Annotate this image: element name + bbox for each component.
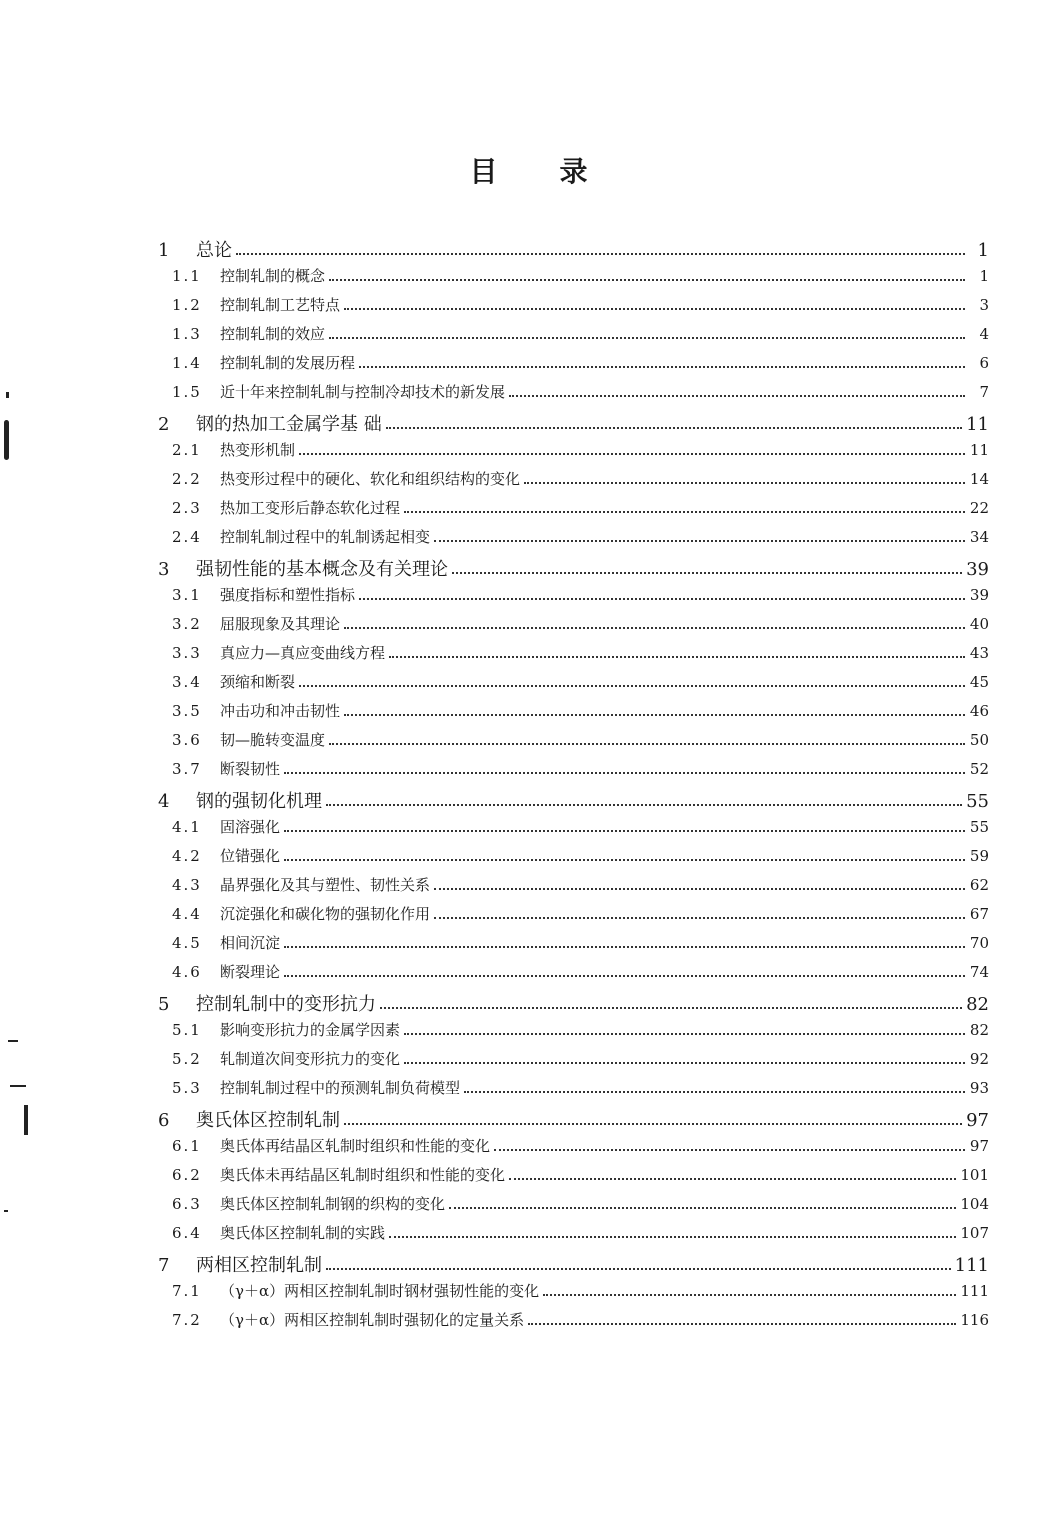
dot-leader [543,1293,956,1296]
toc-entry-title: 控制轧制过程中的轧制诱起相变 [220,528,431,546]
dot-leader [404,1032,965,1035]
toc-entry-page: 82 [966,994,989,1015]
toc-entry-page: 45 [969,673,989,691]
toc-entry-title: 奥氏体区控制轧制钢的织构的变化 [220,1195,446,1213]
toc-section-entry [172,323,989,344]
toc-section-entry [172,1222,989,1243]
toc-entry-number: 7.1 [172,1282,202,1300]
dot-leader [380,1006,962,1009]
dot-leader [452,571,962,574]
toc-entry-title: 冲击功和冲击韧性 [220,702,341,720]
toc-entry-page: 111 [954,1255,989,1276]
toc-entry-number: 2.4 [172,528,202,546]
toc-entry-page: 52 [969,760,989,778]
toc-entry-page: 4 [979,325,989,343]
toc-entry-title: 颈缩和断裂 [220,673,296,691]
toc-entry-title: 断裂理论 [220,963,281,981]
toc-entry-number: 5.3 [172,1079,202,1097]
toc-section-entry [172,1309,989,1330]
toc-entry-page: 59 [969,847,989,865]
toc-entry-title: 总论 [196,240,232,261]
dot-leader [359,365,965,368]
toc-entry-page: 39 [969,586,989,604]
toc-entry-page: 55 [969,818,989,836]
toc-entry-title: 韧—脆转变温度 [220,731,326,749]
toc-entry-number: 3.7 [172,760,202,778]
toc-chapter-entry [158,990,989,1016]
toc-entry-title: 奥氏体区控制轧制的实践 [220,1224,386,1242]
toc-entry-title: 奥氏体区控制轧制 [196,1110,340,1131]
dot-leader [434,916,965,919]
dot-leader [326,803,962,806]
toc-entry-number: 5.1 [172,1021,202,1039]
dot-leader [386,426,962,429]
toc-entry-title: 热变形过程中的硬化、软化和组织结构的变化 [220,470,521,488]
toc-section-entry [172,1019,989,1040]
toc-entry-title: 屈服现象及其理论 [220,615,341,633]
toc-entry-title: （γ＋α）两相区控制轧制时强韧化的定量关系 [220,1311,525,1329]
toc-entry-title: 热加工变形后静态软化过程 [220,499,401,517]
toc-section-entry [172,1135,989,1156]
toc-entry-title: 热变形机制 [220,441,296,459]
dot-leader [284,974,965,977]
toc-section-entry [172,671,989,692]
toc-entry-page: 40 [969,615,989,633]
toc-section-entry [172,729,989,750]
dot-leader [284,771,965,774]
toc-entry-number: 4.1 [172,818,202,836]
toc-entry-number: 4.2 [172,847,202,865]
dot-leader [299,452,965,455]
toc-entry-number: 7.2 [172,1311,202,1329]
toc-section-entry [172,642,989,663]
toc-entry-page: 11 [966,414,989,435]
toc-section-entry [172,845,989,866]
dot-leader [284,858,965,861]
toc-entry-title: 控制轧制过程中的预测轧制负荷模型 [220,1079,461,1097]
toc-section-entry [172,439,989,460]
toc-entry-number: 1 [158,240,170,261]
toc-entry-title: 强韧性能的基本概念及有关理论 [196,559,448,580]
toc-entry-page: 6 [979,354,989,372]
toc-entry-title: （γ＋α）两相区控制轧制时钢材强韧性能的变化 [220,1282,540,1300]
toc-section-entry [172,265,989,286]
toc-section-entry [172,816,989,837]
toc-section-entry [172,903,989,924]
toc-entry-page: 11 [969,441,989,459]
toc-entry-number: 1.1 [172,267,202,285]
toc-entry-number: 1.5 [172,383,202,401]
dot-leader [329,278,965,281]
toc-section-entry [172,294,989,315]
toc-section-entry [172,1077,989,1098]
toc-entry-number: 1.2 [172,296,202,314]
toc-section-entry [172,613,989,634]
toc-entry-title: 控制轧制中的变形抗力 [196,994,376,1015]
dot-leader [284,829,965,832]
toc-entry-page: 22 [969,499,989,517]
dot-leader [389,655,965,658]
toc-entry-number: 6 [158,1110,170,1131]
toc-entry-title: 钢的热加工金属学基 础 [196,414,382,435]
toc-chapter-entry [158,410,989,436]
toc-chapter-entry [158,1106,989,1132]
toc-entry-page: 55 [966,791,989,812]
toc-entry-title: 控制轧制的发展历程 [220,354,356,372]
toc-entry-title: 奥氏体再结晶区轧制时组织和性能的变化 [220,1137,491,1155]
dot-leader [509,1177,956,1180]
toc-entry-title: 真应力—真应变曲线方程 [220,644,386,662]
toc-entry-number: 4.6 [172,963,202,981]
toc-entry-number: 4.3 [172,876,202,894]
toc-section-entry [172,700,989,721]
toc-entry-page: 116 [960,1311,989,1329]
toc-entry-number: 5.2 [172,1050,202,1068]
dot-leader [404,1061,965,1064]
dot-leader [464,1090,965,1093]
toc-entry-page: 74 [969,963,989,981]
toc-entry-number: 3.4 [172,673,202,691]
toc-entry-page: 111 [960,1282,989,1300]
dot-leader [434,887,965,890]
toc-entry-title: 钢的强韧化机理 [196,791,322,812]
dot-leader [449,1206,956,1209]
toc-entry-page: 1 [979,267,989,285]
dot-leader [329,742,965,745]
dot-leader [528,1322,956,1325]
toc-entry-number: 1.3 [172,325,202,343]
toc-entry-number: 3 [158,559,170,580]
toc-entry-title: 晶界强化及其与塑性、韧性关系 [220,876,431,894]
toc-entry-title: 控制轧制工艺特点 [220,296,341,314]
toc-section-entry [172,1193,989,1214]
toc-section-entry [172,526,989,547]
toc-section-entry [172,1164,989,1185]
dot-leader [329,336,965,339]
toc-entry-title: 奥氏体未再结晶区轧制时组织和性能的变化 [220,1166,506,1184]
toc-entry-number: 6.4 [172,1224,202,1242]
toc-chapter-entry [158,236,989,262]
dot-leader [524,481,965,484]
dot-leader [326,1267,951,1270]
toc-entry-page: 97 [969,1137,989,1155]
dot-leader [509,394,965,397]
toc-entry-page: 92 [969,1050,989,1068]
dot-leader [344,1122,962,1125]
toc-section-entry [172,381,989,402]
toc-chapter-entry [158,787,989,813]
toc-entry-page: 1 [977,240,989,261]
toc-entry-title: 轧制道次间变形抗力的变化 [220,1050,401,1068]
toc-entry-page: 104 [960,1195,989,1213]
toc-entry-title: 强度指标和塑性指标 [220,586,356,604]
toc-entry-page: 39 [966,559,989,580]
toc-entry-page: 14 [969,470,989,488]
toc-entry-number: 4 [158,791,170,812]
toc-section-entry [172,497,989,518]
title-char-2: 录 [559,155,590,188]
dot-leader [299,684,965,687]
toc-section-entry [172,874,989,895]
toc-entry-page: 43 [969,644,989,662]
toc-entry-number: 3.2 [172,615,202,633]
toc-entry-title: 近十年来控制轧制与控制冷却技术的新发展 [220,383,506,401]
toc-entry-title: 相间沉淀 [220,934,281,952]
toc-entry-page: 93 [969,1079,989,1097]
dot-leader [359,597,965,600]
toc-entry-number: 6.2 [172,1166,202,1184]
toc-entry-number: 3.5 [172,702,202,720]
toc-entry-title: 固溶强化 [220,818,281,836]
toc-entry-page: 107 [960,1224,989,1242]
toc-section-entry [172,758,989,779]
toc-entry-page: 70 [969,934,989,952]
title-char-1: 目 [469,155,500,188]
toc-entry-number: 1.4 [172,354,202,372]
toc-entry-page: 50 [969,731,989,749]
page-title [0,150,1059,190]
dot-leader [494,1148,965,1151]
dot-leader [236,252,965,255]
toc-entry-title: 两相区控制轧制 [196,1255,322,1276]
toc-section-entry [172,584,989,605]
toc-chapter-entry [158,555,989,581]
toc-section-entry [172,1048,989,1069]
toc-entry-page: 3 [979,296,989,314]
dot-leader [344,713,965,716]
toc-entry-number: 3.3 [172,644,202,662]
toc-entry-number: 5 [158,994,170,1015]
toc-entry-number: 6.3 [172,1195,202,1213]
toc-entry-page: 7 [979,383,989,401]
toc-entry-title: 断裂韧性 [220,760,281,778]
toc-entry-number: 6.1 [172,1137,202,1155]
toc-section-entry [172,468,989,489]
toc-section-entry [172,352,989,373]
toc-chapter-entry [158,1251,989,1277]
toc-section-entry [172,1280,989,1301]
toc-entry-page: 67 [969,905,989,923]
dot-leader [434,539,965,542]
toc-entry-title: 控制轧制的效应 [220,325,326,343]
toc-entry-page: 101 [960,1166,989,1184]
toc-entry-page: 46 [969,702,989,720]
toc-entry-number: 3.6 [172,731,202,749]
toc-entry-number: 4.4 [172,905,202,923]
toc-entry-number: 4.5 [172,934,202,952]
dot-leader [404,510,965,513]
toc-entry-page: 62 [969,876,989,894]
dot-leader [344,307,965,310]
toc-entry-title: 位错强化 [220,847,281,865]
toc-section-entry [172,932,989,953]
toc-entry-number: 2.2 [172,470,202,488]
toc-entry-page: 97 [966,1110,989,1131]
toc-entry-number: 2 [158,414,170,435]
toc-entry-page: 34 [969,528,989,546]
toc-entry-title: 影响变形抗力的金属学因素 [220,1021,401,1039]
toc-entry-number: 2.3 [172,499,202,517]
toc-entry-title: 控制轧制的概念 [220,267,326,285]
toc-section-entry [172,961,989,982]
toc-entry-title: 沉淀强化和碳化物的强韧化作用 [220,905,431,923]
toc-entry-number: 3.1 [172,586,202,604]
toc-entry-number: 2.1 [172,441,202,459]
toc-entry-number: 7 [158,1255,170,1276]
dot-leader [284,945,965,948]
dot-leader [389,1235,956,1238]
toc-entry-page: 82 [969,1021,989,1039]
dot-leader [344,626,965,629]
